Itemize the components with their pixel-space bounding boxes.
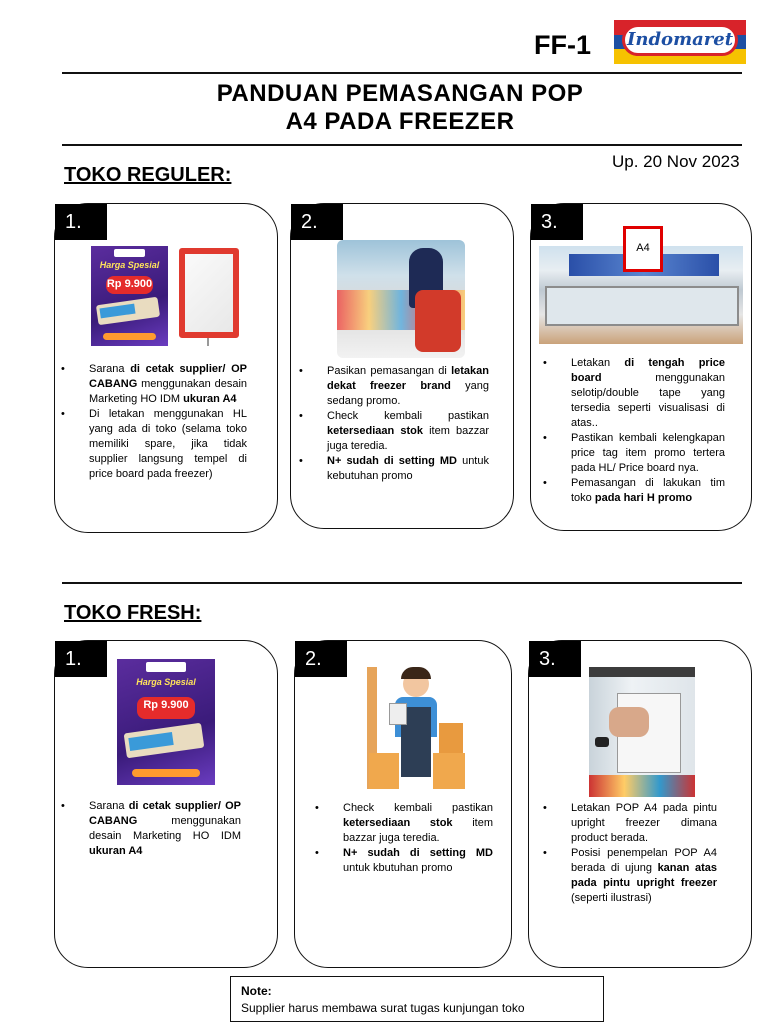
instruction-list: • Sarana di cetak supplier/ OP CABANG menggunakan desain Marketing HO IDM ukuran A4 • Di letakan menggunakan HL yang ada di toko (selama toko memiliki spare, jika tidak supplier langsung tempel di price board pada freezer) [59,362,247,482]
divider [62,582,742,584]
divider [62,72,742,74]
instruction-list: • Check kembali pastikan ketersediaan stok item bazzar juga teredia. • N+ sudah di setting MD untuk kbutuhan promo [313,801,493,876]
checking-stock-illustration [367,667,465,789]
fresh-card-3 [528,640,752,968]
instruction-list: • Pasikan pemasangan di letakan dekat freezer brand yang sedang promo. • Check kembali pastikan ketersediaan stok item bazzar juga teredia. • N+ sudah di setting MD untuk kebutuhan promo [297,364,489,484]
note-title: Note: [241,984,272,998]
instruction-list: • Letakan POP A4 pada pintu upright freezer dimana product berada. • Posisi penempelan POP A4 berada di ujung kanan atas pada pintu upright freezer (seperti ilustrasi) [541,801,717,906]
update-date: Up. 20 Nov 2023 [612,152,740,171]
step-number: 2. [295,641,347,677]
store-freezer-photo [337,240,465,358]
promo-poster-image: Harga Spesial Rp 9.900 [91,246,168,346]
step-number: 3. [529,641,581,677]
reguler-card-3 [530,203,752,531]
note-text: Supplier harus membawa surat tugas kunjungan toko [241,1001,525,1015]
indomaret-logo: Indomaret [614,20,746,64]
fresh-card-1 [54,640,278,968]
page-subtitle: A4 PADA FREEZER [285,108,515,135]
step-number: 3. [531,204,583,240]
section-heading-reguler: TOKO REGULER: [64,164,232,186]
upright-freezer-photo [589,667,695,797]
reguler-card-2 [290,203,514,529]
instruction-list: • Letakan di tengah price board menggunakan selotip/double tape yang tersedia seperti visualisasi di atas.. • Pastikan kembali kelengkapan price tag item promo tertera pada HL/ Price board nya. • Pemasangan di lakukan tim toko pada hari H promo [541,356,725,506]
step-number: 2. [291,204,343,240]
section-heading-fresh: TOKO FRESH: [64,602,202,624]
a4-marker: A4 [623,226,663,272]
instruction-list: • Sarana di cetak supplier/ OP CABANG menggunakan desain Marketing HO IDM ukuran A4 [59,799,241,859]
poster-frame-image [179,248,239,338]
form-code: FF-1 [534,30,591,60]
supplier-note [230,976,604,1022]
page-title: PANDUAN PEMASANGAN POP [216,80,584,107]
reguler-card-1 [54,203,278,533]
step-number: 1. [55,204,107,240]
divider [62,144,742,146]
promo-poster-image: Harga Spesial Rp 9.900 [117,659,215,785]
fresh-card-2 [294,640,512,968]
step-number: 1. [55,641,107,677]
